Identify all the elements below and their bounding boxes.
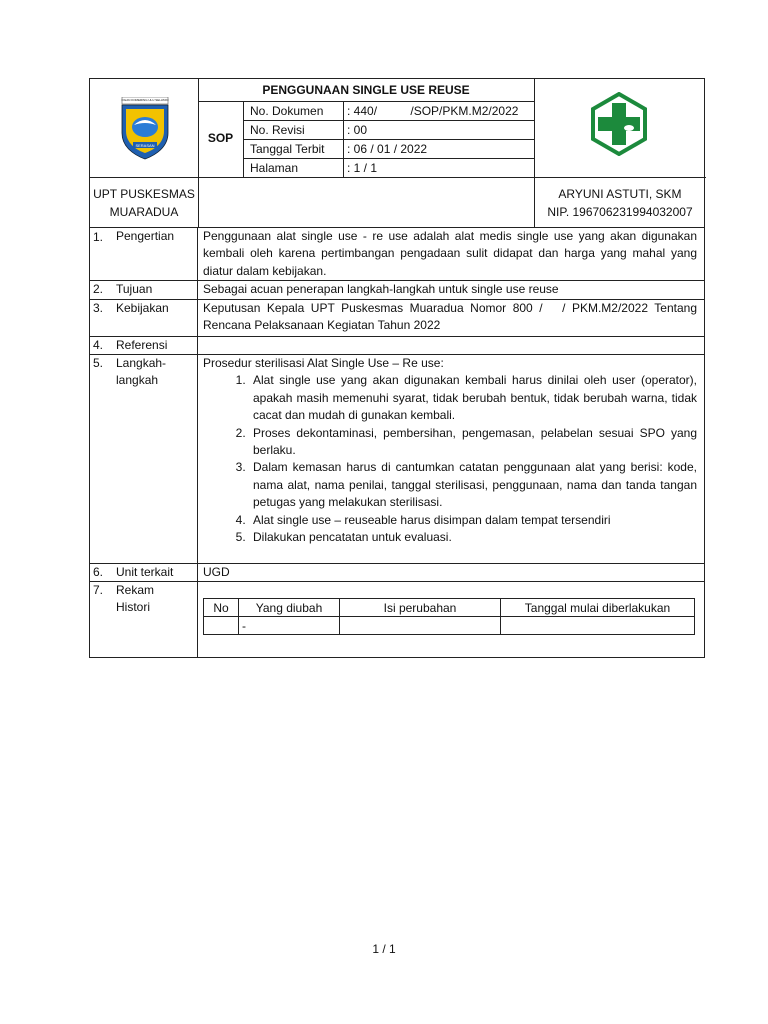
signer-nip: NIP. 196706231994032007 [547,205,693,219]
row-label-line1: Langkah- [116,356,167,370]
history-header-row [204,599,695,617]
regency-logo [116,97,174,161]
history-cell-isi [340,617,501,635]
history-col-tanggal: Tanggal mulai diberlakukan [501,599,695,617]
row-content: Keputusan Kepala UPT Puskesmas Muaradua Nomor 800 / / PKM.M2/2022 Tentang Rencana Pelaksanaan Kegiatan Tahun 2022 [203,301,701,333]
row-label: Tujuan [116,282,153,296]
procedure-step: 2. Proses dekontaminasi, pembersihan, pengemasan, pelabelan sesuai SPO yang berlaku. [249,425,697,460]
page-number: 1 / 1 [372,942,396,956]
row-label: Referensi [116,338,168,352]
sop-label: SOP [207,131,234,145]
row-content: UGD [203,565,230,579]
procedure-intro: Prosedur sterilisasi Alat Single Use – Re use: [203,356,444,370]
table-row [204,617,695,635]
field-value-revisi: : 00 [347,123,368,137]
field-label-dokumen: No. Dokumen [250,104,324,118]
row-referensi [89,337,705,355]
procedure-step: 4. Alat single use – reuseable harus disimpan dalam tempat tersendiri [249,512,697,529]
header-block [89,78,705,228]
regency-logo-text: OGAN KOMERING ULU SELATAN [121,98,169,102]
history-table [203,598,695,635]
row-number: 3. [93,301,104,315]
row-langkah [89,355,705,564]
history-col-isi-perubahan: Isi perubahan [340,599,501,617]
row-number: 6. [93,565,104,579]
field-label-revisi: No. Revisi [250,123,305,137]
health-cross-icon [587,92,651,156]
field-label-tanggal: Tanggal Terbit [250,142,325,156]
history-cell-no [204,617,239,635]
history-cell-yang-diubah: - [239,617,340,635]
history-cell-tanggal [501,617,695,635]
row-pengertian [89,227,705,281]
row-tujuan [89,281,705,300]
field-value-tanggal: : 06 / 01 / 2022 [347,142,428,156]
puskesmas-logo [587,92,651,156]
row-content: Sebagai acuan penerapan langkah-langkah untuk single use reuse [203,282,559,296]
field-label-halaman: Halaman [250,161,299,175]
row-label: Pengertian [116,229,175,243]
org-name-line2: MUARADUA [109,205,179,219]
row-rekam-histori [89,582,705,658]
regency-shield-icon [116,97,174,161]
row-label: Kebijakan [116,301,169,315]
procedure-step: 3. Dalam kemasan harus di cantumkan catatan penggunaan alat yang berisi: kode, nama alat, nama penilai, tanggal sterilisasi, penggunaan, nama dan tanda tangan petugas yang melakukan sterilisasi. [249,459,697,511]
row-label-line2: Histori [116,600,151,614]
field-value-halaman: : 1 / 1 [347,161,378,175]
procedure-step: 1. Alat single use yang akan digunakan kembali harus dinilai oleh user (operator), apakah masih memenuhi syarat, tidak berubah bentuk, tidak berubah warna, tidak cacat dan mudah di gunakan kembali. [249,372,697,424]
row-content [203,355,697,546]
history-col-yang-diubah: Yang diubah [239,599,340,617]
org-name-line1: UPT PUSKESMAS [93,187,195,201]
row-number: 1. [93,230,104,244]
field-value-dokumen: : 440/ /SOP/PKM.M2/2022 [347,104,519,118]
row-number: 7. [93,583,104,597]
history-col-no: No [204,599,239,617]
row-content: Penggunaan alat single use - re use adalah alat medis single use yang akan digunakan kembali oleh karena pertimbangan pengadaan sulit didapat dan harga yang mahal yang diatur dalam kebijakan. [203,229,697,278]
row-number: 2. [93,282,104,296]
row-label: Unit terkait [116,565,174,579]
regency-logo-banner: SERASAN [135,143,155,148]
row-number: 4. [93,338,104,352]
row-label-line1: Rekam [116,583,155,597]
row-kebijakan [89,300,705,337]
signer-name: ARYUNI ASTUTI, SKM [558,187,682,201]
row-unit-terkait [89,564,705,582]
page-title: PENGGUNAAN SINGLE USE REUSE [262,83,470,97]
procedure-step: 5. Dilakukan pencatatan untuk evaluasi. [249,529,697,546]
row-number: 5. [93,356,104,370]
row-label-line2: langkah [116,373,159,387]
procedure-steps [203,372,697,546]
